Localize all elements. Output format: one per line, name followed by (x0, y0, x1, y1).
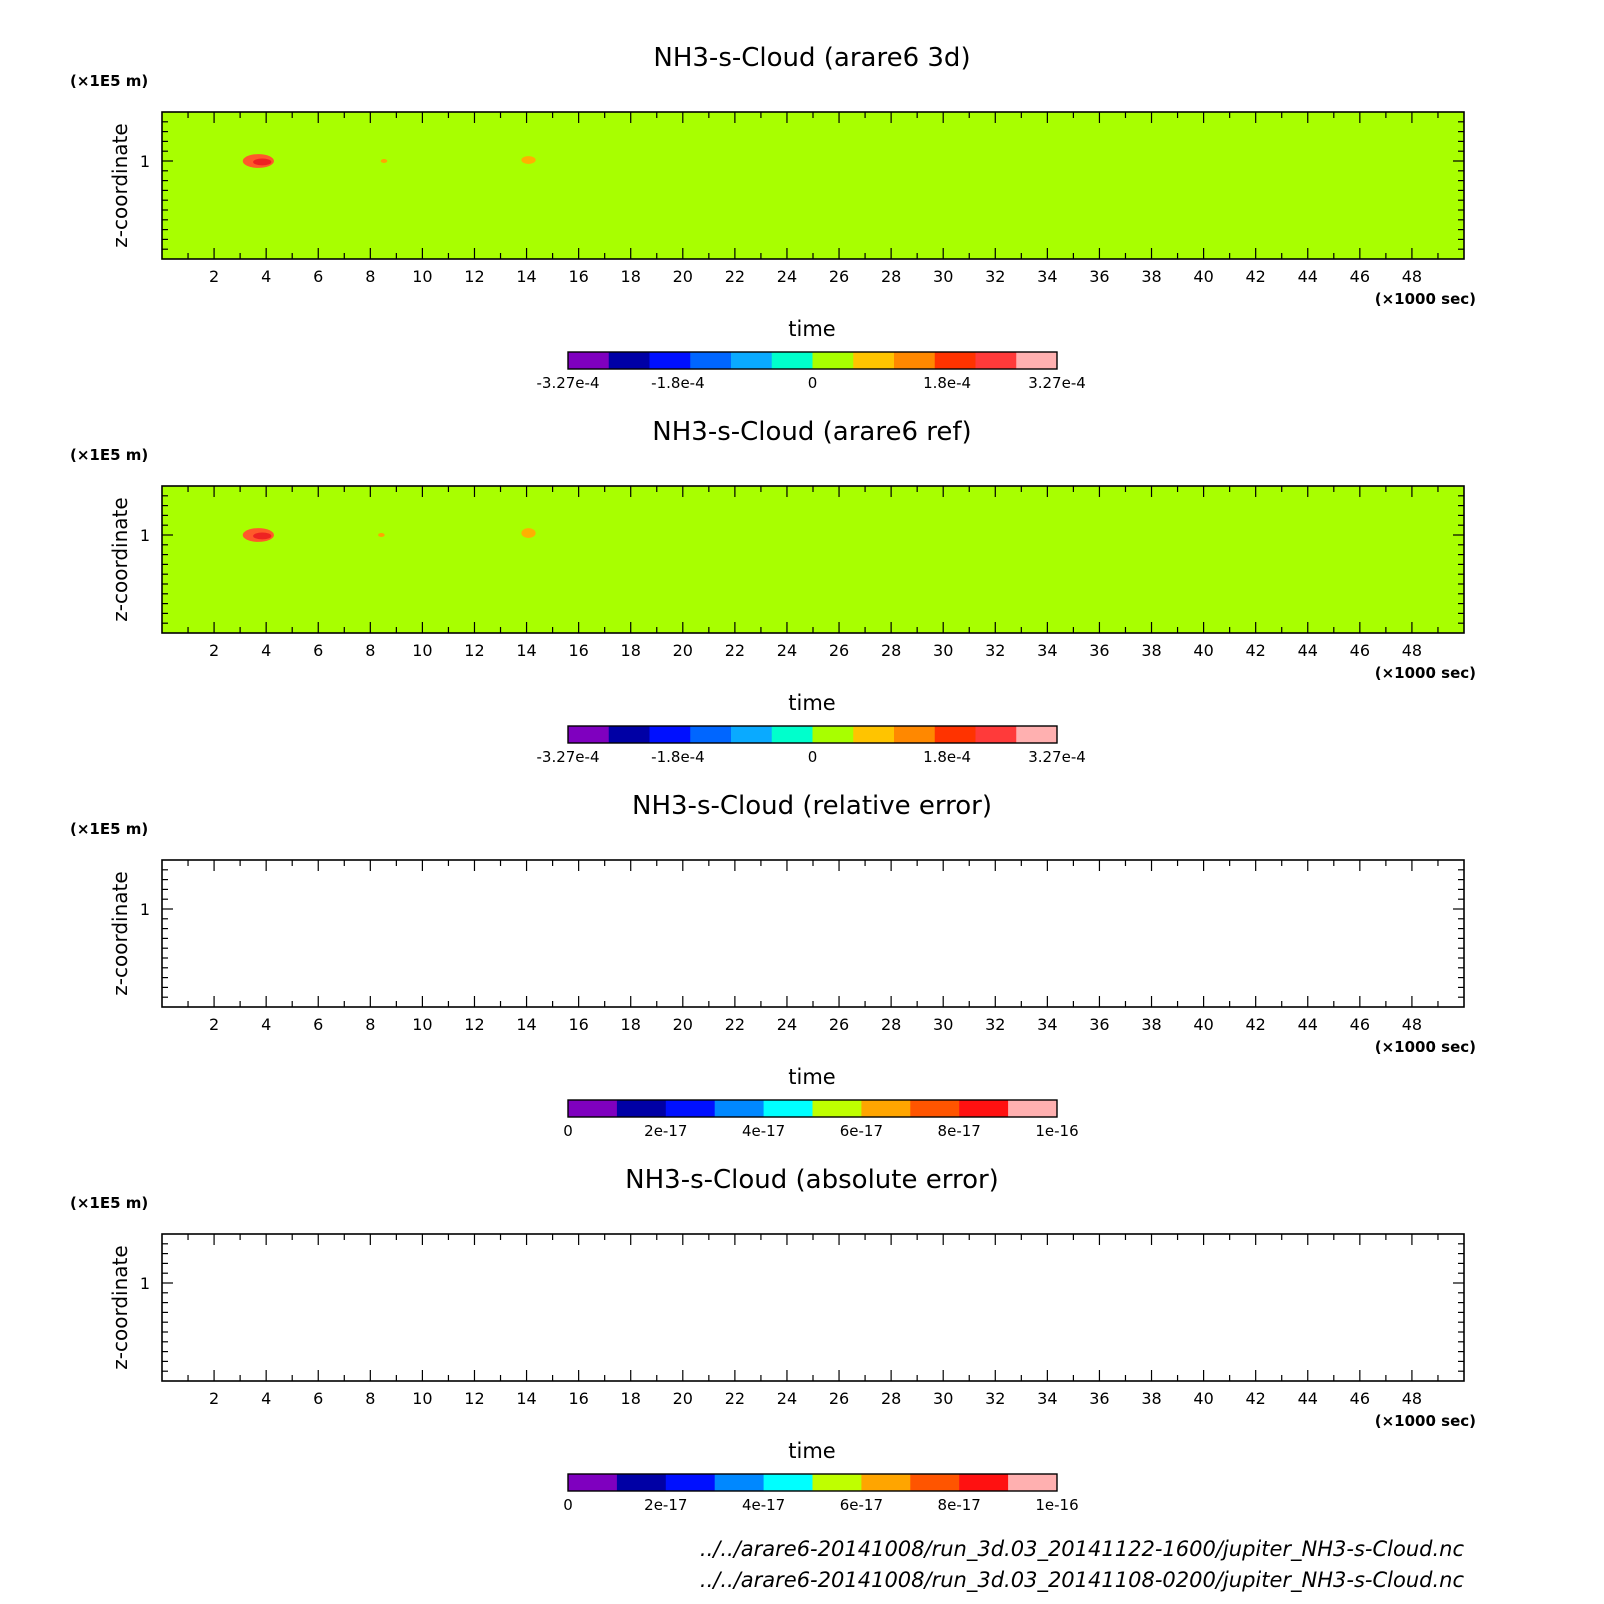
colorbar-tick-label: 1.8e-4 (923, 374, 972, 392)
colorbar-tick-label: 0 (563, 1122, 573, 1140)
x-tick-label: 6 (313, 641, 324, 660)
colorbar-segment (853, 726, 894, 743)
x-tick-label: 38 (1141, 267, 1162, 286)
colorbar-segment (813, 1100, 862, 1117)
colorbar-tick-label: -3.27e-4 (536, 374, 600, 392)
y-axis-label: z-coordinate (108, 497, 132, 622)
x-tick-label: 10 (412, 1389, 433, 1408)
x-tick-label: 26 (828, 1015, 850, 1034)
y-tick-label: 1 (139, 1274, 150, 1293)
colorbar-tick-label: 6e-17 (839, 1122, 884, 1140)
colorbar-segment (568, 1474, 617, 1491)
x-tick-label: 36 (1089, 1389, 1110, 1408)
chart-panel-1 (70, 43, 1476, 392)
x-tick-label: 16 (568, 1015, 589, 1034)
x-tick-label: 46 (1349, 641, 1371, 660)
colorbar-tick-label: 4e-17 (741, 1496, 786, 1514)
colorbar-segment (568, 1100, 617, 1117)
x-tick-label: 10 (412, 267, 433, 286)
colorbar-tick-label: -1.8e-4 (651, 374, 705, 392)
colorbar-segment (617, 1474, 666, 1491)
colorbar-tick-label: 4e-17 (741, 1122, 786, 1140)
x-tick-label: 20 (672, 1015, 693, 1034)
x-tick-label: 4 (261, 1389, 272, 1408)
colorbar-segment (568, 726, 609, 743)
y-unit-label: (×1E5 m) (70, 820, 149, 838)
colorbar-segment (609, 726, 650, 743)
y-axis-label: z-coordinate (108, 871, 132, 996)
heatmap-field (162, 860, 1464, 1007)
x-tick-label: 10 (412, 641, 433, 660)
x-tick-label: 12 (464, 641, 485, 660)
x-tick-label: 24 (776, 1015, 798, 1034)
x-tick-label: 26 (828, 1389, 850, 1408)
chart-title: NH3-s-Cloud (arare6 ref) (652, 417, 972, 447)
x-tick-label: 24 (776, 267, 798, 286)
x-tick-label: 46 (1349, 1015, 1371, 1034)
heatmap-field (162, 112, 1464, 259)
x-tick-label: 26 (828, 267, 850, 286)
x-tick-label: 22 (724, 267, 746, 286)
x-tick-label: 48 (1401, 1389, 1423, 1408)
x-tick-label: 44 (1297, 267, 1318, 286)
colorbar-tick-label: 0 (807, 374, 818, 392)
x-tick-label: 4 (261, 267, 272, 286)
x-axis-label: time (788, 1065, 836, 1089)
x-tick-label: 32 (985, 1389, 1006, 1408)
chart-title: NH3-s-Cloud (arare6 3d) (653, 43, 971, 73)
chart-panel-2 (70, 417, 1476, 766)
colorbar-segment (813, 726, 854, 743)
x-tick-label: 2 (208, 641, 220, 660)
x-tick-label: 12 (464, 1015, 485, 1034)
x-tick-label: 42 (1245, 641, 1266, 660)
colorbar-segment (894, 726, 935, 743)
x-tick-label: 44 (1297, 1389, 1318, 1408)
colorbar-tick-label: -3.27e-4 (536, 748, 600, 766)
heatmap-field (162, 1234, 1464, 1381)
colorbar-tick-label: 3.27e-4 (1028, 748, 1086, 766)
colorbar-segment (813, 1474, 862, 1491)
y-axis-label: z-coordinate (108, 1245, 132, 1370)
x-tick-label: 38 (1141, 1389, 1162, 1408)
colorbar-tick-label: 2e-17 (644, 1496, 688, 1514)
colorbar-segment (813, 352, 854, 369)
colorbar-segment (715, 1474, 764, 1491)
y-unit-label: (×1E5 m) (70, 1194, 149, 1212)
x-tick-label: 28 (880, 1015, 902, 1034)
x-tick-label: 20 (672, 267, 693, 286)
colorbar-segment (731, 726, 772, 743)
colorbar (563, 1100, 1078, 1140)
colorbar-tick-label: 2e-17 (644, 1122, 688, 1140)
colorbar-segment (1016, 352, 1057, 369)
colorbar-segment (976, 352, 1017, 369)
colorbar-tick-label: 3.27e-4 (1028, 374, 1086, 392)
colorbar-segment (715, 1100, 764, 1117)
x-tick-label: 34 (1037, 1389, 1058, 1408)
colorbar-tick-label: 0 (807, 748, 818, 766)
heatmap-field (162, 486, 1464, 633)
x-unit-label: (×1000 sec) (1374, 1038, 1476, 1056)
x-tick-label: 44 (1297, 641, 1318, 660)
x-tick-label: 40 (1193, 267, 1214, 286)
colorbar-segment (690, 726, 731, 743)
x-tick-label: 30 (933, 641, 954, 660)
y-unit-label: (×1E5 m) (70, 72, 149, 90)
colorbar-segment (609, 352, 650, 369)
colorbar-segment (772, 352, 813, 369)
colorbar-segment (772, 726, 813, 743)
x-tick-label: 2 (208, 267, 220, 286)
x-tick-label: 14 (516, 1015, 537, 1034)
x-tick-label: 34 (1037, 267, 1058, 286)
y-unit-label: (×1E5 m) (70, 446, 149, 464)
colorbar-segment (666, 1100, 715, 1117)
x-tick-label: 4 (261, 641, 272, 660)
colorbar (537, 352, 1086, 392)
x-tick-label: 30 (933, 1015, 954, 1034)
colorbar-segment (650, 726, 691, 743)
colorbar (563, 1474, 1078, 1514)
colorbar-tick-label: 8e-17 (937, 1496, 981, 1514)
x-tick-label: 6 (313, 1389, 324, 1408)
x-tick-label: 18 (620, 1389, 641, 1408)
footer-file-2: ../../arare6-20141008/run_3d.03_20141108-0200/jupiter_NH3-s-Cloud.nc (699, 1568, 1464, 1592)
x-tick-label: 24 (776, 1389, 798, 1408)
colorbar-segment (568, 352, 609, 369)
colorbar-segment (894, 352, 935, 369)
x-tick-label: 26 (828, 641, 850, 660)
x-tick-label: 18 (620, 641, 641, 660)
heatmap-feature-2 (253, 159, 271, 166)
x-tick-label: 42 (1245, 1389, 1266, 1408)
x-tick-label: 46 (1349, 267, 1371, 286)
x-tick-label: 48 (1401, 267, 1423, 286)
colorbar-segment (935, 352, 976, 369)
x-tick-label: 14 (516, 267, 537, 286)
x-tick-label: 16 (568, 267, 589, 286)
x-tick-label: 38 (1141, 1015, 1162, 1034)
x-unit-label: (×1000 sec) (1374, 290, 1476, 308)
x-tick-label: 12 (464, 267, 485, 286)
colorbar-segment (690, 352, 731, 369)
x-tick-label: 14 (516, 641, 537, 660)
x-tick-label: 10 (412, 1015, 433, 1034)
x-axis-label: time (788, 691, 836, 715)
x-tick-label: 42 (1245, 1015, 1266, 1034)
heatmap-feature-2 (253, 533, 271, 540)
x-tick-label: 44 (1297, 1015, 1318, 1034)
x-tick-label: 16 (568, 641, 589, 660)
x-tick-label: 4 (261, 1015, 272, 1034)
x-axis-label: time (788, 1439, 836, 1463)
x-tick-label: 28 (880, 1389, 902, 1408)
heatmap-feature-4 (521, 156, 535, 164)
x-tick-label: 24 (776, 641, 798, 660)
x-tick-label: 20 (672, 641, 693, 660)
heatmap-feature-3 (378, 533, 385, 537)
x-tick-label: 8 (365, 1015, 376, 1034)
footer (700, 1537, 1465, 1593)
x-tick-label: 22 (724, 1015, 746, 1034)
colorbar-segment (935, 726, 976, 743)
colorbar-segment (764, 1474, 813, 1491)
colorbar-tick-label: 1.8e-4 (923, 748, 972, 766)
x-tick-label: 22 (724, 1389, 746, 1408)
x-tick-label: 30 (933, 1389, 954, 1408)
x-tick-label: 38 (1141, 641, 1162, 660)
colorbar-segment (764, 1100, 813, 1117)
x-tick-label: 22 (724, 641, 746, 660)
colorbar-segment (861, 1100, 910, 1117)
x-tick-label: 32 (985, 1015, 1006, 1034)
x-tick-label: 34 (1037, 1015, 1058, 1034)
x-unit-label: (×1000 sec) (1374, 664, 1476, 682)
x-tick-label: 18 (620, 1015, 641, 1034)
colorbar-segment (1008, 1474, 1057, 1491)
x-tick-label: 6 (313, 1015, 324, 1034)
x-tick-label: 30 (933, 267, 954, 286)
x-tick-label: 18 (620, 267, 641, 286)
y-tick-label: 1 (139, 526, 150, 545)
x-tick-label: 34 (1037, 641, 1058, 660)
x-tick-label: 40 (1193, 641, 1214, 660)
colorbar-tick-label: -1.8e-4 (651, 748, 705, 766)
x-tick-label: 48 (1401, 641, 1423, 660)
colorbar-segment (910, 1474, 959, 1491)
colorbar-segment (1008, 1100, 1057, 1117)
colorbar (537, 726, 1086, 766)
colorbar-segment (666, 1474, 715, 1491)
x-tick-label: 48 (1401, 1015, 1423, 1034)
colorbar-segment (959, 1474, 1008, 1491)
x-tick-label: 16 (568, 1389, 589, 1408)
colorbar-segment (731, 352, 772, 369)
heatmap-feature-3 (381, 159, 388, 163)
x-tick-label: 8 (365, 1389, 376, 1408)
x-tick-label: 8 (365, 641, 376, 660)
x-tick-label: 14 (516, 1389, 537, 1408)
colorbar-segment (976, 726, 1017, 743)
x-tick-label: 6 (313, 267, 324, 286)
x-tick-label: 32 (985, 267, 1006, 286)
colorbar-segment (617, 1100, 666, 1117)
x-tick-label: 8 (365, 267, 376, 286)
x-tick-label: 2 (208, 1015, 220, 1034)
colorbar-segment (853, 352, 894, 369)
x-tick-label: 28 (880, 641, 902, 660)
colorbar-segment (650, 352, 691, 369)
x-tick-label: 28 (880, 267, 902, 286)
colorbar-segment (910, 1100, 959, 1117)
chart-title: NH3-s-Cloud (relative error) (632, 791, 992, 821)
x-tick-label: 40 (1193, 1015, 1214, 1034)
chart-panel-4 (70, 1165, 1476, 1514)
heatmap-feature-4 (521, 528, 535, 538)
colorbar-tick-label: 1e-16 (1035, 1496, 1079, 1514)
x-tick-label: 40 (1193, 1389, 1214, 1408)
colorbar-tick-label: 1e-16 (1035, 1122, 1079, 1140)
x-unit-label: (×1000 sec) (1374, 1412, 1476, 1430)
colorbar-segment (959, 1100, 1008, 1117)
x-axis-label: time (788, 317, 836, 341)
colorbar-tick-label: 8e-17 (937, 1122, 981, 1140)
colorbar-tick-label: 6e-17 (839, 1496, 884, 1514)
y-tick-label: 1 (139, 900, 150, 919)
colorbar-tick-label: 0 (563, 1496, 573, 1514)
chart-title: NH3-s-Cloud (absolute error) (625, 1165, 999, 1195)
x-tick-label: 12 (464, 1389, 485, 1408)
chart-panel-3 (70, 791, 1476, 1140)
footer-file-1: ../../arare6-20141008/run_3d.03_20141122-1600/jupiter_NH3-s-Cloud.nc (699, 1537, 1464, 1561)
x-tick-label: 2 (208, 1389, 220, 1408)
x-tick-label: 36 (1089, 267, 1110, 286)
x-tick-label: 32 (985, 641, 1006, 660)
colorbar-segment (1016, 726, 1057, 743)
y-tick-label: 1 (139, 152, 150, 171)
x-tick-label: 36 (1089, 1015, 1110, 1034)
x-tick-label: 46 (1349, 1389, 1371, 1408)
colorbar-segment (861, 1474, 910, 1491)
x-tick-label: 42 (1245, 267, 1266, 286)
y-axis-label: z-coordinate (108, 123, 132, 248)
x-tick-label: 36 (1089, 641, 1110, 660)
x-tick-label: 20 (672, 1389, 693, 1408)
